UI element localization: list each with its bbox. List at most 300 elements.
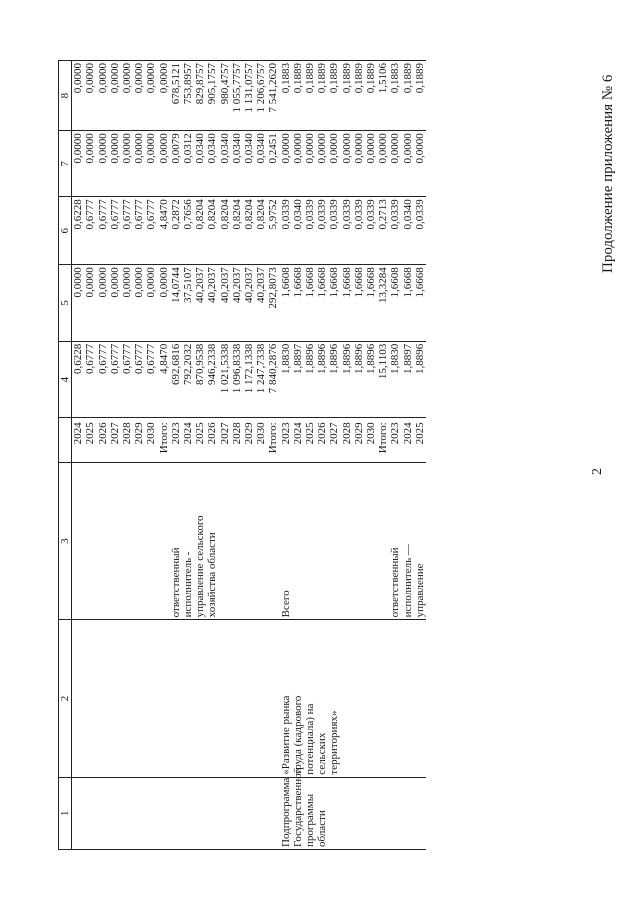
value-col6-cell: 0,0340 <box>292 197 304 265</box>
value-col6-cell: 0,6777 <box>133 197 145 265</box>
program-cell: программы <box>304 777 316 849</box>
year-cell: 2026 <box>206 418 218 463</box>
value-col8-cell: 0,1889 <box>292 61 304 131</box>
value-col8-cell: 0,0000 <box>84 61 96 131</box>
value-col8-cell: 0,0000 <box>72 61 85 131</box>
value-col6-cell: 0,8204 <box>206 197 218 265</box>
program-cell: Подпрограмма <box>280 777 292 849</box>
table-row <box>158 61 170 850</box>
year-cell: Итого: <box>377 418 389 463</box>
executor-cell <box>243 462 255 619</box>
value-col6-cell: 0,0339 <box>389 197 401 265</box>
value-col7-cell: 0,0000 <box>304 131 316 197</box>
value-col8-cell: 0,0000 <box>158 61 170 131</box>
column-header-row <box>59 61 72 850</box>
table-row <box>145 61 157 850</box>
program-cell <box>170 777 182 849</box>
title-cell: потенциала) на <box>304 620 316 777</box>
value-col6-cell: 0,6777 <box>109 197 121 265</box>
year-cell: 2027 <box>109 418 121 463</box>
value-col6-cell: 0,6777 <box>121 197 133 265</box>
value-col5-cell: 1,6668 <box>365 265 377 342</box>
value-col4-cell: 1,8896 <box>316 341 328 418</box>
table-row <box>182 61 194 850</box>
executor-cell: исполнитель - <box>182 462 194 619</box>
value-col8-cell: 0,1883 <box>280 61 292 131</box>
table-row <box>97 61 109 850</box>
value-col6-cell: 0,8204 <box>243 197 255 265</box>
value-col6-cell: 0,0339 <box>414 197 426 265</box>
value-col7-cell: 0,0000 <box>365 131 377 197</box>
value-col6-cell: 0,6777 <box>97 197 109 265</box>
title-cell <box>414 620 426 777</box>
title-cell <box>402 620 414 777</box>
executor-cell <box>304 462 316 619</box>
value-col5-cell: 1,6668 <box>402 265 414 342</box>
executor-cell <box>267 462 279 619</box>
title-cell: территориях» <box>328 620 340 777</box>
column-header-8: 8 <box>59 61 72 131</box>
table-row <box>133 61 145 850</box>
value-col7-cell: 0,0000 <box>402 131 414 197</box>
executor-cell <box>72 462 85 619</box>
value-col8-cell: 0,1889 <box>316 61 328 131</box>
year-cell: Итого: <box>267 418 279 463</box>
value-col5-cell: 40,2037 <box>194 265 206 342</box>
value-col8-cell: 7 541,2620 <box>267 61 279 131</box>
value-col8-cell: 1 206,6757 <box>255 61 267 131</box>
value-col8-cell: 0,1889 <box>341 61 353 131</box>
value-col4-cell: 1,8896 <box>414 341 426 418</box>
title-cell <box>219 620 231 777</box>
year-cell: Итого: <box>158 418 170 463</box>
value-col7-cell: 0,0000 <box>121 131 133 197</box>
program-cell <box>353 777 365 849</box>
program-cell: Государственной <box>292 777 304 849</box>
title-cell <box>341 620 353 777</box>
table-row <box>231 61 243 850</box>
year-cell: 2029 <box>243 418 255 463</box>
year-cell: 2030 <box>145 418 157 463</box>
value-col6-cell: 5,9752 <box>267 197 279 265</box>
program-cell <box>84 777 96 849</box>
value-col6-cell: 0,6777 <box>84 197 96 265</box>
executor-cell <box>84 462 96 619</box>
title-cell <box>243 620 255 777</box>
table-row <box>414 61 426 850</box>
table-row <box>219 61 231 850</box>
value-col7-cell: 0,0000 <box>145 131 157 197</box>
executor-cell: управление сельского <box>194 462 206 619</box>
value-col4-cell: 0,6228 <box>72 341 85 418</box>
value-col8-cell: 0,0000 <box>145 61 157 131</box>
value-col7-cell: 0,0000 <box>72 131 85 197</box>
value-col4-cell: 15,1103 <box>377 341 389 418</box>
year-cell: 2024 <box>292 418 304 463</box>
year-cell: 2028 <box>231 418 243 463</box>
value-col5-cell: 0,0000 <box>158 265 170 342</box>
title-cell <box>182 620 194 777</box>
executor-cell <box>316 462 328 619</box>
year-cell: 2023 <box>170 418 182 463</box>
value-col5-cell: 40,2037 <box>206 265 218 342</box>
value-col5-cell: 1,6668 <box>341 265 353 342</box>
executor-cell: управление <box>414 462 426 619</box>
title-cell <box>389 620 401 777</box>
table-row <box>292 61 304 850</box>
year-cell: 2030 <box>365 418 377 463</box>
column-header-7: 7 <box>59 131 72 197</box>
program-cell <box>255 777 267 849</box>
table-row <box>316 61 328 850</box>
table-row <box>328 61 340 850</box>
executor-cell: ответственный <box>170 462 182 619</box>
value-col5-cell: 0,0000 <box>133 265 145 342</box>
value-col6-cell: 0,8204 <box>219 197 231 265</box>
value-col5-cell: 0,0000 <box>84 265 96 342</box>
value-col4-cell: 1,8896 <box>365 341 377 418</box>
value-col4-cell: 1,8896 <box>353 341 365 418</box>
value-col6-cell: 0,0339 <box>365 197 377 265</box>
column-header-3: 3 <box>59 462 72 619</box>
value-col5-cell: 1,6668 <box>353 265 365 342</box>
value-col6-cell: 0,0339 <box>328 197 340 265</box>
program-cell <box>389 777 401 849</box>
value-col4-cell: 792,2032 <box>182 341 194 418</box>
value-col7-cell: 0,0000 <box>280 131 292 197</box>
value-col8-cell: 829,8757 <box>194 61 206 131</box>
value-col4-cell: 1,8896 <box>304 341 316 418</box>
value-col8-cell: 0,0000 <box>133 61 145 131</box>
year-cell: 2026 <box>97 418 109 463</box>
value-col7-cell: 0,0000 <box>158 131 170 197</box>
title-cell <box>109 620 121 777</box>
value-col5-cell: 40,2037 <box>231 265 243 342</box>
value-col4-cell: 1 172,1338 <box>243 341 255 418</box>
table-row <box>304 61 316 850</box>
value-col6-cell: 0,0339 <box>353 197 365 265</box>
value-col6-cell: 0,8204 <box>194 197 206 265</box>
year-cell: 2029 <box>133 418 145 463</box>
title-cell: «Развитие рынка <box>280 620 292 777</box>
executor-cell <box>341 462 353 619</box>
table-row <box>72 61 85 850</box>
year-cell: 2030 <box>255 418 267 463</box>
table-row <box>341 61 353 850</box>
executor-cell: исполнитель — <box>402 462 414 619</box>
value-col5-cell: 1,6668 <box>304 265 316 342</box>
program-cell <box>377 777 389 849</box>
value-col5-cell: 0,0000 <box>109 265 121 342</box>
column-header-1: 1 <box>59 777 72 849</box>
value-col6-cell: 0,6228 <box>72 197 85 265</box>
executor-cell <box>353 462 365 619</box>
title-cell <box>145 620 157 777</box>
table-row <box>109 61 121 850</box>
table-row <box>243 61 255 850</box>
title-cell <box>158 620 170 777</box>
column-header-year <box>59 418 72 463</box>
table-row <box>206 61 218 850</box>
year-cell: 2023 <box>280 418 292 463</box>
year-cell: 2026 <box>316 418 328 463</box>
table-row <box>170 61 182 850</box>
executor-cell <box>97 462 109 619</box>
value-col5-cell: 1,6608 <box>389 265 401 342</box>
budget-table <box>58 60 426 850</box>
title-cell <box>365 620 377 777</box>
program-cell <box>145 777 157 849</box>
value-col8-cell: 0,1889 <box>365 61 377 131</box>
column-header-4: 4 <box>59 341 72 418</box>
value-col7-cell: 0,0079 <box>170 131 182 197</box>
value-col4-cell: 1,8897 <box>402 341 414 418</box>
executor-cell <box>219 462 231 619</box>
executor-cell <box>109 462 121 619</box>
value-col6-cell: 0,0339 <box>304 197 316 265</box>
executor-cell <box>158 462 170 619</box>
value-col4-cell: 0,6777 <box>145 341 157 418</box>
table-row <box>194 61 206 850</box>
column-header-5: 5 <box>59 265 72 342</box>
value-col4-cell: 946,2338 <box>206 341 218 418</box>
value-col6-cell: 0,2713 <box>377 197 389 265</box>
year-cell: 2028 <box>341 418 353 463</box>
value-col4-cell: 0,6777 <box>97 341 109 418</box>
value-col5-cell: 1,6608 <box>280 265 292 342</box>
value-col7-cell: 0,0000 <box>97 131 109 197</box>
value-col8-cell: 1 131,0757 <box>243 61 255 131</box>
value-col5-cell: 40,2037 <box>243 265 255 342</box>
value-col4-cell: 0,6777 <box>133 341 145 418</box>
value-col4-cell: 1,8897 <box>292 341 304 418</box>
value-col8-cell: 0,0000 <box>121 61 133 131</box>
value-col5-cell: 40,2037 <box>219 265 231 342</box>
title-cell <box>121 620 133 777</box>
value-col5-cell: 40,2037 <box>255 265 267 342</box>
year-cell: 2028 <box>121 418 133 463</box>
year-cell: 2024 <box>72 418 85 463</box>
value-col4-cell: 1,8896 <box>328 341 340 418</box>
year-cell: 2023 <box>389 418 401 463</box>
value-col7-cell: 0,0000 <box>292 131 304 197</box>
value-col6-cell: 0,8204 <box>231 197 243 265</box>
program-cell <box>182 777 194 849</box>
value-col8-cell: 0,0000 <box>97 61 109 131</box>
value-col8-cell: 1 055,7757 <box>231 61 243 131</box>
value-col7-cell: 0,0000 <box>133 131 145 197</box>
executor-cell: Всего <box>280 462 292 619</box>
value-col5-cell: 1,6668 <box>328 265 340 342</box>
value-col7-cell: 0,0000 <box>389 131 401 197</box>
value-col8-cell: 0,0000 <box>109 61 121 131</box>
value-col7-cell: 0,2451 <box>267 131 279 197</box>
title-cell <box>84 620 96 777</box>
executor-cell: ответственный <box>389 462 401 619</box>
value-col8-cell: 905,1757 <box>206 61 218 131</box>
title-cell <box>353 620 365 777</box>
value-col4-cell: 1 247,7338 <box>255 341 267 418</box>
program-cell <box>231 777 243 849</box>
value-col8-cell: 753,8957 <box>182 61 194 131</box>
column-header-6: 6 <box>59 197 72 265</box>
value-col4-cell: 0,6777 <box>109 341 121 418</box>
executor-cell <box>292 462 304 619</box>
value-col8-cell: 0,1889 <box>402 61 414 131</box>
value-col7-cell: 0,0340 <box>206 131 218 197</box>
table-row <box>267 61 279 850</box>
program-cell <box>365 777 377 849</box>
value-col5-cell: 0,0000 <box>97 265 109 342</box>
value-col7-cell: 0,0000 <box>377 131 389 197</box>
table-row <box>280 61 292 850</box>
title-cell <box>267 620 279 777</box>
value-col4-cell: 692,6816 <box>170 341 182 418</box>
program-cell <box>72 777 85 849</box>
program-cell <box>194 777 206 849</box>
value-col4-cell: 7 840,2876 <box>267 341 279 418</box>
value-col7-cell: 0,0000 <box>109 131 121 197</box>
value-col7-cell: 0,0312 <box>182 131 194 197</box>
program-cell <box>341 777 353 849</box>
table-row <box>402 61 414 850</box>
value-col4-cell: 0,6777 <box>84 341 96 418</box>
year-cell: 2024 <box>182 418 194 463</box>
program-cell <box>133 777 145 849</box>
value-col8-cell: 0,1889 <box>414 61 426 131</box>
program-cell: области <box>316 777 328 849</box>
value-col6-cell: 0,0339 <box>280 197 292 265</box>
value-col5-cell: 13,3284 <box>377 265 389 342</box>
table-row <box>121 61 133 850</box>
value-col4-cell: 870,9538 <box>194 341 206 418</box>
column-header-2: 2 <box>59 620 72 777</box>
program-cell <box>219 777 231 849</box>
table-body <box>72 61 426 850</box>
value-col7-cell: 0,0340 <box>231 131 243 197</box>
table-row <box>377 61 389 850</box>
value-col5-cell: 0,0000 <box>121 265 133 342</box>
value-col8-cell: 1,5106 <box>377 61 389 131</box>
value-col5-cell: 1,6668 <box>292 265 304 342</box>
value-col7-cell: 0,0340 <box>219 131 231 197</box>
value-col6-cell: 0,2872 <box>170 197 182 265</box>
value-col7-cell: 0,0340 <box>243 131 255 197</box>
program-cell <box>402 777 414 849</box>
value-col7-cell: 0,0000 <box>414 131 426 197</box>
executor-cell <box>133 462 145 619</box>
year-cell: 2025 <box>194 418 206 463</box>
program-cell <box>414 777 426 849</box>
value-col8-cell: 0,1889 <box>353 61 365 131</box>
value-col7-cell: 0,0000 <box>353 131 365 197</box>
value-col5-cell: 0,0000 <box>72 265 85 342</box>
table-row <box>255 61 267 850</box>
executor-cell <box>145 462 157 619</box>
continuation-title: Продолжение приложения № 6 <box>600 74 616 273</box>
value-col4-cell: 1,8830 <box>280 341 292 418</box>
program-cell <box>328 777 340 849</box>
year-cell: 2029 <box>353 418 365 463</box>
executor-cell <box>328 462 340 619</box>
value-col7-cell: 0,0000 <box>84 131 96 197</box>
program-cell <box>206 777 218 849</box>
program-cell <box>158 777 170 849</box>
value-col7-cell: 0,0000 <box>316 131 328 197</box>
value-col6-cell: 4,8470 <box>158 197 170 265</box>
table-row <box>389 61 401 850</box>
value-col6-cell: 0,8204 <box>255 197 267 265</box>
year-cell: 2025 <box>304 418 316 463</box>
executor-cell <box>121 462 133 619</box>
table-row <box>84 61 96 850</box>
value-col8-cell: 0,1889 <box>328 61 340 131</box>
title-cell <box>231 620 243 777</box>
value-col7-cell: 0,0000 <box>328 131 340 197</box>
value-col8-cell: 0,1883 <box>389 61 401 131</box>
value-col4-cell: 1 021,5338 <box>219 341 231 418</box>
executor-cell <box>255 462 267 619</box>
title-cell: труда (кадрового <box>292 620 304 777</box>
value-col8-cell: 980,4757 <box>219 61 231 131</box>
year-cell: 2027 <box>219 418 231 463</box>
title-cell <box>194 620 206 777</box>
title-cell <box>97 620 109 777</box>
value-col4-cell: 1,8830 <box>389 341 401 418</box>
title-cell <box>72 620 85 777</box>
executor-cell <box>377 462 389 619</box>
year-cell: 2025 <box>84 418 96 463</box>
value-col7-cell: 0,0000 <box>341 131 353 197</box>
program-cell <box>97 777 109 849</box>
title-cell <box>377 620 389 777</box>
value-col5-cell: 1,6668 <box>414 265 426 342</box>
year-cell: 2027 <box>328 418 340 463</box>
value-col4-cell: 4,8470 <box>158 341 170 418</box>
executor-cell <box>231 462 243 619</box>
value-col8-cell: 678,5121 <box>170 61 182 131</box>
title-cell <box>255 620 267 777</box>
year-cell: 2024 <box>402 418 414 463</box>
value-col6-cell: 0,0339 <box>316 197 328 265</box>
value-col7-cell: 0,0340 <box>255 131 267 197</box>
value-col4-cell: 1 096,8338 <box>231 341 243 418</box>
title-cell <box>170 620 182 777</box>
program-cell <box>121 777 133 849</box>
value-col4-cell: 1,8896 <box>341 341 353 418</box>
value-col5-cell: 0,0000 <box>145 265 157 342</box>
value-col5-cell: 37,5107 <box>182 265 194 342</box>
value-col5-cell: 14,0744 <box>170 265 182 342</box>
executor-cell: хозяйства области <box>206 462 218 619</box>
program-cell <box>267 777 279 849</box>
table-row <box>365 61 377 850</box>
value-col6-cell: 0,0340 <box>402 197 414 265</box>
title-cell: сельских <box>316 620 328 777</box>
value-col4-cell: 0,6777 <box>121 341 133 418</box>
program-cell <box>109 777 121 849</box>
value-col7-cell: 0,0340 <box>194 131 206 197</box>
value-col6-cell: 0,7656 <box>182 197 194 265</box>
value-col5-cell: 292,8073 <box>267 265 279 342</box>
value-col6-cell: 0,0339 <box>341 197 353 265</box>
value-col6-cell: 0,6777 <box>145 197 157 265</box>
title-cell <box>133 620 145 777</box>
page-number: 2 <box>590 468 605 475</box>
title-cell <box>206 620 218 777</box>
program-cell <box>243 777 255 849</box>
value-col8-cell: 0,1889 <box>304 61 316 131</box>
